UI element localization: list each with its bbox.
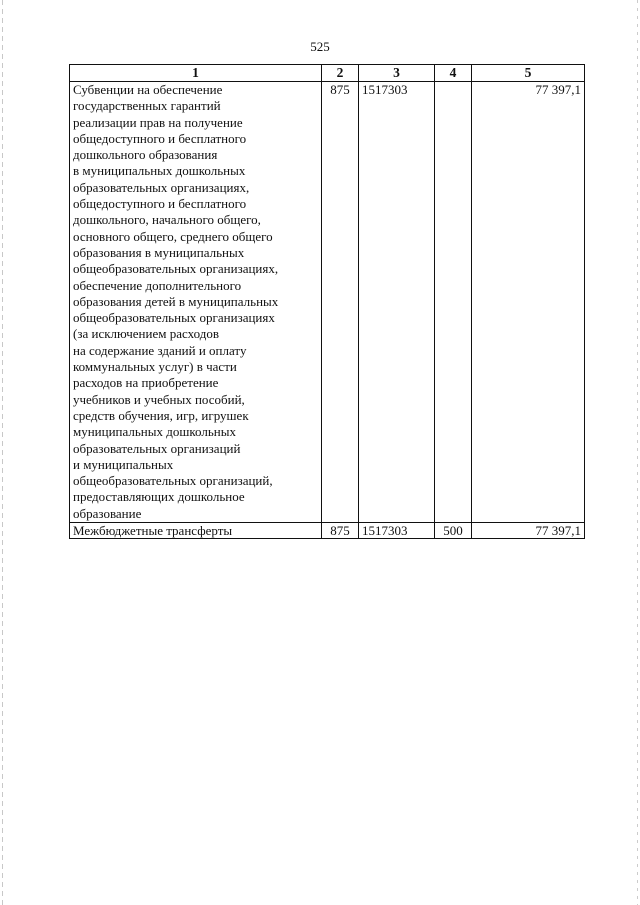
description-line: расходов на приобретение — [73, 375, 219, 391]
subvention-amount: 77 397,1 — [472, 82, 585, 523]
description-line: основного общего, среднего общего — [73, 228, 273, 244]
description-line: (за исключением расходов — [73, 326, 219, 342]
header-col-1: 1 — [70, 65, 322, 82]
description-line: коммунальных услуг) в части — [73, 359, 237, 375]
description-line: на содержание зданий и оплату — [73, 342, 247, 358]
budget-table — [69, 64, 585, 539]
description-line: в муниципальных дошкольных — [73, 163, 246, 179]
description-line: Субвенции на обеспечение — [73, 82, 223, 97]
description-line: общеобразовательных организациях — [73, 310, 275, 326]
subvention-target-code: 1517303 — [359, 82, 435, 523]
description-line: средств обучения, игр, игрушек — [73, 407, 249, 423]
subvention-expense-type — [435, 82, 472, 523]
subvention-description — [70, 82, 322, 523]
header-col-4: 4 — [435, 65, 472, 82]
description-line: учебников и учебных пособий, — [73, 391, 245, 407]
description-line: общедоступного и бесплатного — [73, 196, 247, 212]
table-row-transfers — [70, 523, 585, 539]
description-line: общедоступного и бесплатного — [73, 130, 247, 146]
transfers-amount: 77 397,1 — [472, 523, 585, 539]
header-col-2: 2 — [322, 65, 359, 82]
description-line: муниципальных дошкольных — [73, 424, 236, 440]
subvention-ministry-code: 875 — [322, 82, 359, 523]
page-number: 525 — [310, 39, 330, 54]
description-line: образования в муниципальных — [73, 244, 245, 260]
description-line: государственных гарантий — [73, 98, 221, 114]
transfers-description: Межбюджетные трансферты — [70, 523, 322, 539]
transfers-target-code: 1517303 — [359, 523, 435, 539]
description-line: образовательных организациях, — [73, 179, 250, 195]
description-line: дошкольного образования — [73, 147, 218, 163]
description-line: общеобразовательных организаций, — [73, 473, 273, 489]
description-line: реализации прав на получение — [73, 114, 243, 130]
description-line: образование — [73, 505, 142, 521]
table-row-subvention — [70, 82, 585, 523]
description-line: и муниципальных — [73, 456, 174, 472]
transfers-expense-type: 500 — [435, 523, 472, 539]
description-line: образовательных организаций — [73, 440, 241, 456]
scan-edge-right — [637, 0, 638, 905]
description-line: дошкольного, начального общего, — [73, 212, 261, 228]
header-col-5: 5 — [472, 65, 585, 82]
description-line: образования детей в муниципальных — [73, 293, 279, 309]
scan-edge-left — [2, 0, 3, 905]
transfers-ministry-code: 875 — [322, 523, 359, 539]
description-line: общеобразовательных организациях, — [73, 261, 279, 277]
header-col-3: 3 — [359, 65, 435, 82]
description-line: предоставляющих дошкольное — [73, 489, 245, 505]
description-line: обеспечение дополнительного — [73, 277, 242, 293]
table-header-row — [70, 65, 585, 82]
